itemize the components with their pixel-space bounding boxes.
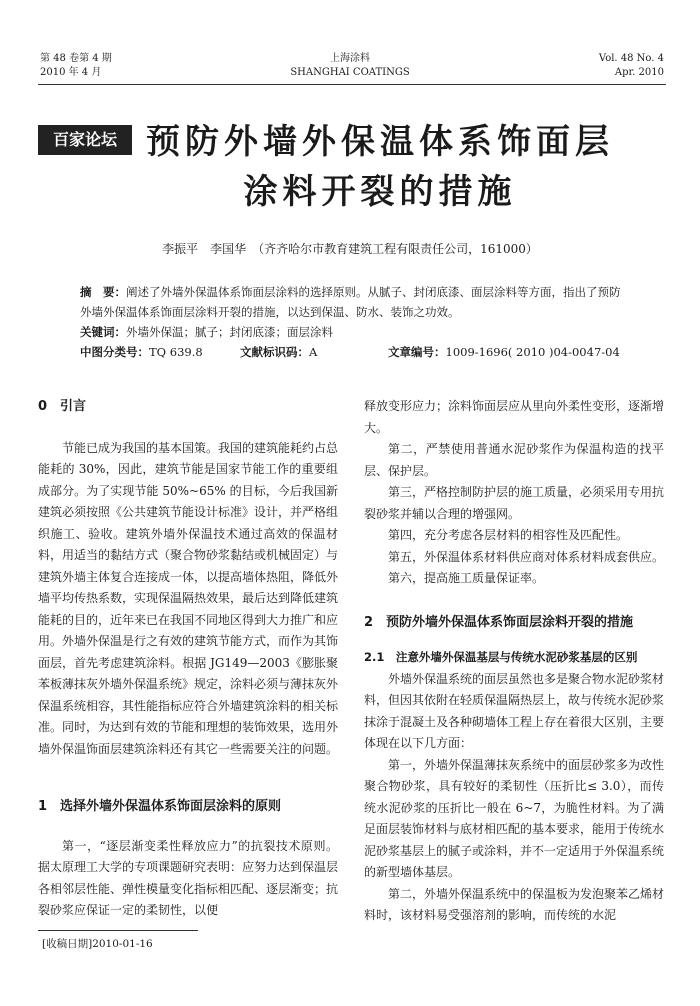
principle-paragraph-6: 第六，提高施工质量保证率。 — [388, 571, 545, 585]
journal-volume-en: Vol. 48 No. 4 — [598, 53, 664, 64]
keywords-text: 外墙外保温；腻子；封闭底漆；面层涂料 — [126, 325, 333, 339]
article-title-line1: 预防外墙外保温体系饰面层 — [146, 122, 614, 162]
keywords-label: 关键词： — [80, 325, 126, 339]
article-number — [388, 344, 620, 360]
section-0-heading: 0 引言 — [38, 399, 87, 414]
clc-number — [80, 344, 203, 360]
intro-paragraph: 节能已成为我国的基本国策。我国的建筑能耗约占总能耗的 30%，因此，建筑节能是国家节能工作的重要组成部分。为了实现节能 50%~65% 的目标，今后我国新建筑必须按照《公共建筑节能设计标准》设计，并严格组织施工、验收。建筑外墙外保温技术通过高效的保温材料，用适当的黏结方式（聚合物砂浆黏结或机械固定）与建筑外墙主体复合连接成一体，以提高墙体热阻，降低外墙平均传热系数，实现保温隔热效果，最后达到降低建筑能耗的目的，近年来已在我国不同地区得到大力推广和应用。外墙外保温是行之有效的建筑节能方式，而作为其饰面层，首先考虑建筑涂料。根据 JG149—2003《膨胀聚苯板薄抹灰外墙外保温系统》规定，涂料必须与薄抹灰外保温系统相容，其性能指标应符合外墙建筑涂料的相关标准。同时，为达到有效的节能和理想的装饰效果，选用外墙外保温饰面层建筑涂料还有其它一些需要关注的问题。 — [38, 440, 339, 756]
column-banner: 百家论坛 — [38, 125, 132, 155]
received-date: [收稿日期]2010-01-16 — [42, 938, 153, 950]
journal-name-cn: 上海涂料 — [330, 53, 370, 64]
abstract-body — [80, 282, 625, 322]
abstract-text: 阐述了外墙外保温体系饰面层涂料的选择原则。从腻子、封闭底漆、面层涂料等方面，指出了预防外墙外保温体系饰面层涂料开裂的措施，以达到保温、防水、装饰之功效。 — [80, 285, 621, 319]
journal-issue-en — [599, 52, 664, 80]
authors: 李振平 李国华 （齐齐哈尔市教育建筑工程有限责任公司，161000） — [162, 242, 538, 256]
clc-label: 中图分类号： — [80, 345, 149, 359]
doc-code — [240, 344, 317, 360]
measure-paragraph-3: 第二，外墙外保温系统中的保温板为发泡聚苯乙烯材料时，该材料易受强溶剂的影响，而传统的水泥 — [364, 886, 665, 922]
journal-name-en: SHANGHAI COATINGS — [290, 67, 410, 78]
abstract-label: 摘 要： — [80, 285, 126, 299]
article-title-line2: 涂料开裂的措施 — [243, 172, 517, 212]
keywords — [80, 322, 625, 342]
journal-name — [250, 52, 450, 80]
principle-paragraph-1: 第一，“逐层渐变柔性释放应力”的抗裂技术原则。据太原理工大学的专项课题研究表明：应努力达到保温层各相邻层性能、弹性模量变化指标相匹配、逐层渐变；抗裂砂浆应保证一定的柔韧性，以便 — [38, 838, 339, 917]
journal-issue — [40, 52, 112, 80]
measure-paragraph-1: 外墙外保温系统的面层虽然也多是聚合物水泥砂浆材料，但因其依附在轻质保温隔热层上，故与传统水泥砂浆抹涂于混凝土及各种砌墙体工程上存在着很大区别，主要体现在以下几方面： — [364, 671, 665, 750]
principle-paragraph-5: 第五，外保温体系材料供应商对体系材料成套供应。 — [388, 549, 665, 564]
principle-paragraph-1-cont: 释放变形应力；涂料饰面层应从里向外柔性变形，逐渐增大。 — [364, 399, 665, 435]
footnote-rule — [38, 930, 198, 931]
doc-value: A — [309, 345, 318, 359]
left-column — [38, 396, 338, 922]
right-column — [364, 396, 664, 927]
section-1-heading: 1 选择外墙外保温体系饰面层涂料的原则 — [38, 799, 282, 814]
journal-date-en: Apr. 2010 — [614, 67, 664, 78]
journal-date: 2010 年 4 月 — [40, 67, 102, 78]
section-2-1-heading: 2.1 注意外墙外保温基层与传统水泥砂浆基层的区别 — [364, 650, 638, 664]
measure-paragraph-2: 第一，外墙外保温薄抹灰系统中的面层砂浆多为改性聚合物砂浆，具有较好的柔韧性（压折比≤ 3.0），而传统水泥砂浆的压折比一般在 6~7，为脆性材料。为了满足面层装饰材料与底材相匹配的基本要求，能用于传统水泥砂浆基层上的腻子或涂料，并不一定适用于外保温系统的新型墙体基层。 — [364, 757, 665, 879]
principle-paragraph-2: 第二，严禁使用普通水泥砂浆作为保温构造的找平层、保护层。 — [364, 442, 664, 478]
clc-value: TQ 639.8 — [149, 345, 203, 359]
journal-volume: 第 48 卷第 4 期 — [40, 53, 112, 64]
header-rule — [38, 84, 666, 85]
principle-paragraph-4: 第四，充分考虑各层材料的相容性及匹配性。 — [388, 528, 629, 542]
art-label: 文章编号： — [388, 345, 446, 359]
doc-label: 文献标识码： — [240, 345, 309, 359]
section-2-heading: 2 预防外墙外保温体系饰面层涂料开裂的措施 — [364, 614, 634, 630]
abstract — [80, 282, 625, 342]
art-value: 1009-1696( 2010 )04-0047-04 — [445, 345, 620, 359]
principle-paragraph-3: 第三，严格控制防护层的施工质量，必须采用专用抗裂砂浆并辅以合理的增强网。 — [364, 485, 665, 521]
